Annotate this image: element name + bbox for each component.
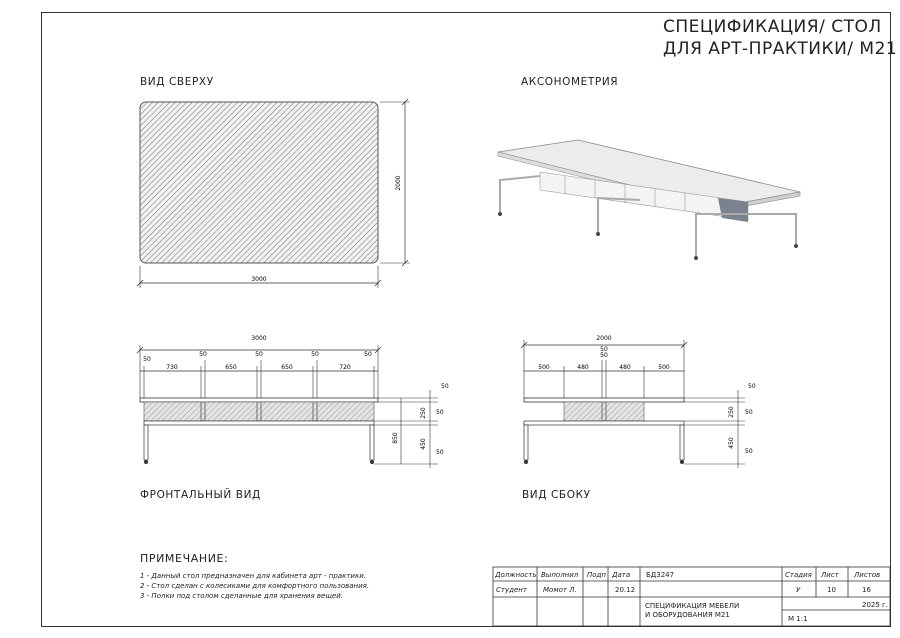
front-view: [137, 335, 449, 468]
side-seg-text: 500: [538, 364, 550, 371]
tb-doc-title-2: И ОБОРУДОВАНИЯ М21: [645, 611, 730, 619]
front-rdim-text: 450: [420, 438, 427, 450]
axonometry-view: [498, 140, 800, 260]
side-wheel: [524, 460, 528, 464]
axon-wheel: [794, 244, 798, 248]
top-view-label: ВИД СВЕРХУ: [140, 76, 214, 88]
note-item: 3 - Полки под столом сделанные для хранения вещей.: [140, 592, 343, 600]
front-rdim-text: 850: [392, 432, 399, 444]
side-seg-text: 50: [600, 352, 608, 359]
tb-stage: У: [796, 586, 801, 594]
front-leg-left: [144, 425, 148, 460]
tb-doc-title-1: СПЕЦИФИКАЦИЯ МЕБЕЛИ: [645, 602, 740, 610]
width-dim-text: 3000: [251, 276, 267, 283]
tb-h-stage: Стадия: [785, 571, 812, 579]
tb-h-sign: Подп: [587, 571, 606, 579]
tb-year: 2025 г.: [862, 601, 888, 609]
front-seg-text: 50: [255, 351, 263, 358]
top-view: [137, 99, 410, 288]
tb-sheet: 10: [827, 586, 836, 594]
front-seg-text: 50: [143, 356, 151, 363]
front-seg-text: 50: [311, 351, 319, 358]
front-seg-text: 650: [281, 364, 293, 371]
front-rdim-text: 250: [420, 407, 427, 419]
sheet-title-line-2: ДЛЯ АРТ-ПРАКТИКИ/ М21: [663, 39, 898, 59]
notes-list: [140, 571, 369, 601]
side-rdim-text: 450: [728, 437, 735, 449]
tb-h-position: Должность: [495, 571, 537, 579]
axon-wheel: [498, 212, 502, 216]
tb-scale: М 1:1: [788, 615, 808, 623]
front-rdim-text: 50: [436, 409, 444, 416]
tb-sheets: 16: [862, 586, 871, 594]
tb-h-done: Выполнил: [541, 571, 579, 579]
notes-heading: ПРИМЕЧАНИЕ:: [140, 552, 229, 565]
side-leg-left: [524, 425, 528, 460]
front-seg-text: 730: [166, 364, 178, 371]
axon-shadow: [718, 198, 748, 222]
side-seg-text: 500: [658, 364, 670, 371]
side-rdim-text: 250: [728, 406, 735, 418]
front-wheel: [144, 460, 148, 464]
sheet-title-line-1: СПЕЦИФИКАЦИЯ/ СТОЛ: [663, 17, 882, 37]
axon-wheel: [596, 232, 600, 236]
side-shelf-bottom: [524, 421, 684, 425]
side-seg-text: 480: [619, 364, 631, 371]
depth-dim-text: 2000: [395, 175, 402, 191]
front-shelf-bottom: [144, 421, 374, 425]
tb-doc-title: [645, 602, 739, 620]
tb-h-sheet: Лист: [821, 571, 839, 579]
tb-date: 20.12: [615, 586, 636, 594]
side-shelf: [564, 402, 644, 421]
side-rdim-text: 50: [745, 448, 753, 455]
front-rdim-text: 50: [441, 383, 449, 390]
front-seg-text: 50: [199, 351, 207, 358]
front-tabletop: [140, 398, 378, 402]
note-item: 2 - Стол сделан с колесиками для комфортного пользования.: [140, 582, 370, 590]
tb-position: Студент: [496, 586, 527, 594]
tb-name: Момот Л.: [543, 586, 577, 594]
front-seg-text: 650: [225, 364, 237, 371]
side-view: [521, 335, 756, 468]
tb-code: БД3247: [646, 571, 675, 579]
front-wheel: [370, 460, 374, 464]
side-rdim-text: 50: [748, 383, 756, 390]
axon-wheel: [694, 256, 698, 260]
side-rdim-text: 50: [745, 409, 753, 416]
tb-h-date: Дата: [612, 571, 631, 579]
side-leg-right: [680, 425, 684, 460]
table-top-plan: [140, 102, 378, 263]
side-overall-text: 2000: [596, 335, 612, 342]
front-overall-text: 3000: [251, 335, 267, 342]
front-seg-text: 50: [364, 351, 372, 358]
axon-leg-left: [500, 176, 540, 212]
side-view-label: ВИД СБОКУ: [522, 489, 591, 501]
front-rdim-text: 50: [436, 449, 444, 456]
side-top-50: 50: [600, 346, 608, 353]
note-item: 1 - Данный стол предназначен для кабинета арт - практики.: [140, 572, 366, 580]
side-tabletop: [524, 398, 684, 402]
side-seg-text: 480: [577, 364, 589, 371]
front-shelf: [144, 402, 374, 421]
front-leg-right: [370, 425, 374, 460]
axonometry-label: АКСОНОМЕТРИЯ: [521, 76, 619, 88]
front-seg-text: 720: [339, 364, 351, 371]
tb-h-sheets: Листов: [854, 571, 881, 579]
front-view-label: ФРОНТАЛЬНЫЙ ВИД: [140, 489, 261, 501]
side-wheel: [680, 460, 684, 464]
